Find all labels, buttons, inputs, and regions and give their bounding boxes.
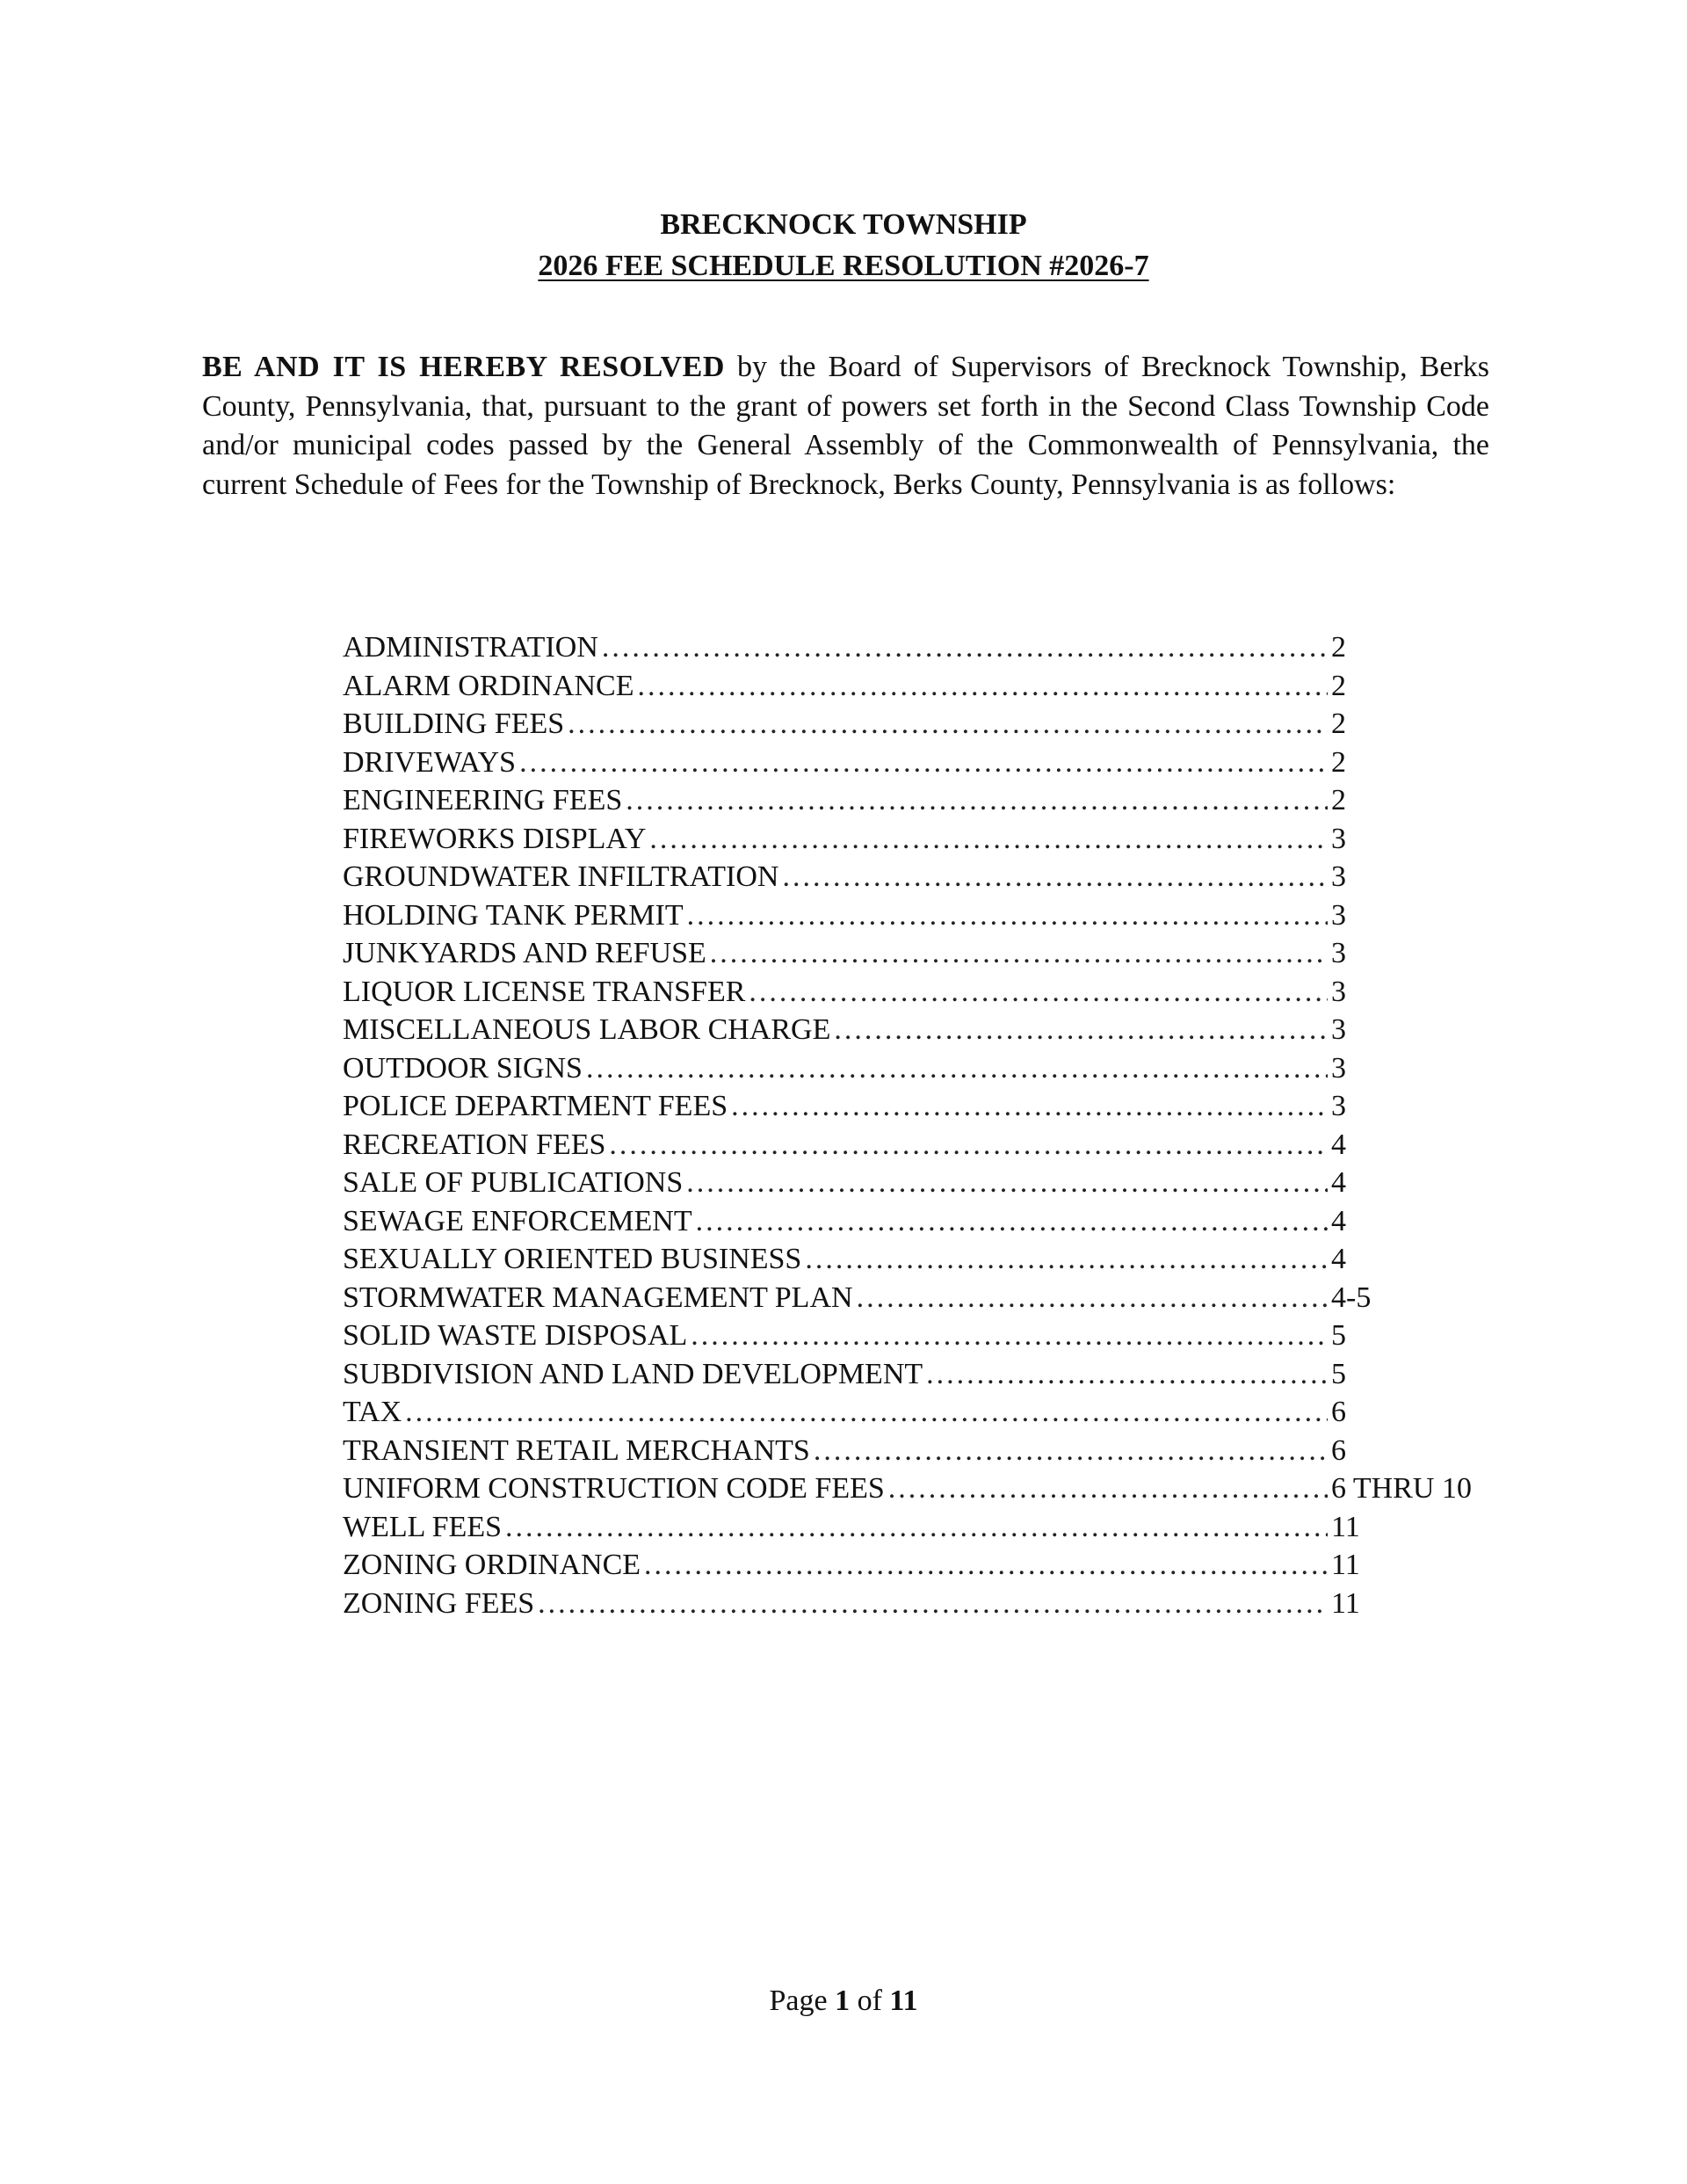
toc-entry [343,705,1502,744]
toc-entry [343,667,1502,706]
toc-entry-page: 6 THRU 10 [1331,1472,1472,1505]
toc-page-cell [1331,744,1502,782]
toc-entry-label: JUNKYARDS AND REFUSE [343,937,706,969]
toc-dot-leader [538,1585,1328,1623]
toc-entry-page: 5 [1331,1357,1346,1390]
resolution-lead: BE AND IT IS HEREBY RESOLVED [202,351,725,383]
toc-entry [343,1508,1502,1547]
toc-entry-page: 4-5 [1331,1281,1372,1314]
toc-dot-leader [609,1126,1328,1165]
toc-entry-label: ZONING ORDINANCE [343,1549,641,1581]
toc-entry-page: 4 [1331,1243,1346,1275]
toc-dot-leader [691,1317,1328,1355]
toc-page-cell [1331,1469,1502,1508]
title-block [0,204,1687,287]
toc-entry-label: FIREWORKS DISPLAY [343,822,647,855]
toc-entry-label: SUBDIVISION AND LAND DEVELOPMENT [343,1357,923,1390]
toc-entry-page: 4 [1331,1204,1346,1237]
toc-entry [343,1355,1502,1394]
page-total: 11 [889,1984,918,2017]
toc-dot-leader [586,1049,1328,1088]
toc-page-cell [1331,1126,1502,1165]
toc-page-cell [1331,1049,1502,1088]
toc-page-cell [1331,1164,1502,1202]
toc-entry-page: 3 [1331,898,1346,932]
toc-entry [343,896,1502,935]
toc-page-cell [1331,1202,1502,1241]
toc-page-cell [1331,781,1502,820]
toc-entry [343,781,1502,820]
toc-dot-leader [805,1240,1328,1279]
toc-entry-label: ENGINEERING FEES [343,784,623,816]
toc-entry-page: 3 [1331,1051,1346,1085]
toc-page-cell [1331,1087,1502,1126]
toc-dot-leader [926,1355,1328,1394]
page-of: of [850,1984,890,2017]
toc-entry-label: WELL FEES [343,1510,502,1543]
toc-entry [343,744,1502,782]
toc-entry-label: ADMINISTRATION [343,631,598,664]
toc-entry-label: ZONING FEES [343,1586,535,1620]
document-title: 2026 FEE SCHEDULE RESOLUTION #2026-7 [538,250,1149,282]
toc-page-cell [1331,1546,1502,1585]
toc-entry [343,1585,1502,1623]
toc-entry-label: POLICE DEPARTMENT FEES [343,1090,728,1122]
toc-page-cell [1331,1585,1502,1623]
page-footer [0,1984,1687,2018]
toc-page-cell [1331,896,1502,935]
toc-dot-leader [626,781,1328,820]
toc-entry-page: 3 [1331,1090,1346,1122]
toc-entry [343,820,1502,859]
toc-page-cell [1331,705,1502,744]
toc-entry-page: 2 [1331,631,1346,664]
toc-dot-leader [405,1393,1328,1432]
toc-page-cell [1331,934,1502,973]
toc-entry-page: 3 [1331,975,1346,1008]
toc-entry-page: 4 [1331,1128,1346,1161]
toc-entry [343,1393,1502,1432]
toc-dot-leader [505,1508,1328,1547]
toc-dot-leader [649,820,1328,859]
toc-entry-page: 11 [1331,1586,1360,1620]
organization-name: BRECKNOCK TOWNSHIP [660,208,1027,241]
toc-entry [343,934,1502,973]
toc-entry-page: 4 [1331,1166,1346,1199]
toc-entry-label: MISCELLANEOUS LABOR CHARGE [343,1013,831,1046]
toc-page-cell [1331,1432,1502,1470]
toc-page-cell [1331,973,1502,1012]
toc-entry-label: OUTDOOR SIGNS [343,1051,583,1085]
toc-entry-label: SEWAGE ENFORCEMENT [343,1204,692,1237]
resolution-body: by the Board of Supervisors of Brecknock Township, Berks County, Pennsylvania, that, pursuant to the grant of powers set forth in the Second Class Township Code and/or municipal codes passed by the General Assembly of the Commonwealth of Pennsylvania, the current Schedule of Fees for the Township of Brecknock, Berks County, Pennsylvania is as follows: [202,351,1489,501]
toc-entry [343,1469,1502,1508]
toc-entry [343,1164,1502,1202]
resolution-paragraph [202,348,1489,504]
toc-entry-label: ALARM ORDINANCE [343,669,634,702]
toc-entry-label: LIQUOR LICENSE TRANSFER [343,975,746,1008]
toc-entry-page: 11 [1331,1510,1360,1543]
toc-entry-label: UNIFORM CONSTRUCTION CODE FEES [343,1472,885,1505]
toc-entry-page: 3 [1331,822,1346,855]
toc-dot-leader [749,973,1328,1012]
page-prefix: Page [769,1984,836,2017]
toc-dot-leader [710,934,1328,973]
toc-entry [343,628,1502,667]
toc-entry-page: 2 [1331,784,1346,816]
toc-entry [343,1546,1502,1585]
toc-dot-leader [568,705,1328,744]
toc-entry-label: DRIVEWAYS [343,745,517,779]
toc-entry-page: 2 [1331,745,1346,779]
toc-entry-label: TAX [343,1396,402,1428]
toc-entry [343,1432,1502,1470]
toc-page-cell [1331,1508,1502,1547]
toc-entry-page: 5 [1331,1319,1346,1352]
toc-page-cell [1331,1240,1502,1279]
toc-page-cell [1331,667,1502,706]
toc-dot-leader [519,744,1328,782]
toc-entry [343,1011,1502,1049]
toc-entry-label: SEXUALLY ORIENTED BUSINESS [343,1243,802,1275]
toc-dot-leader [602,628,1328,667]
toc-page-cell [1331,1011,1502,1049]
page-current: 1 [835,1984,851,2017]
toc-dot-leader [814,1432,1328,1470]
toc-entry [343,1279,1502,1317]
toc-entry-page: 2 [1331,707,1346,740]
toc-entry-page: 11 [1331,1549,1360,1581]
toc-page-cell [1331,1317,1502,1355]
toc-entry [343,1126,1502,1165]
toc-entry-label: HOLDING TANK PERMIT [343,898,684,932]
toc-page-cell [1331,628,1502,667]
toc-entry-label: SOLID WASTE DISPOSAL [343,1319,688,1352]
table-of-contents [343,628,1502,1622]
toc-dot-leader [687,896,1328,935]
toc-dot-leader [731,1087,1328,1126]
toc-page-cell [1331,1279,1502,1317]
toc-entry [343,1317,1502,1355]
toc-dot-leader [644,1546,1328,1585]
toc-page-cell [1331,1393,1502,1432]
toc-entry [343,973,1502,1012]
toc-entry-page: 3 [1331,937,1346,969]
toc-page-cell [1331,858,1502,896]
toc-dot-leader [638,667,1329,706]
toc-entry [343,1240,1502,1279]
toc-entry-page: 6 [1331,1396,1346,1428]
toc-dot-leader [686,1164,1328,1202]
toc-dot-leader [696,1202,1328,1241]
toc-entry-page: 6 [1331,1433,1346,1467]
toc-entry-page: 3 [1331,860,1346,893]
toc-entry-page: 2 [1331,669,1346,702]
toc-entry-label: SALE OF PUBLICATIONS [343,1166,684,1199]
toc-entry-label: RECREATION FEES [343,1128,606,1161]
toc-dot-leader [857,1279,1328,1317]
toc-entry-label: STORMWATER MANAGEMENT PLAN [343,1281,853,1314]
toc-dot-leader [782,858,1328,896]
toc-entry [343,1202,1502,1241]
toc-entry [343,858,1502,896]
toc-entry-label: BUILDING FEES [343,707,565,740]
toc-entry [343,1087,1502,1126]
toc-entry-label: GROUNDWATER INFILTRATION [343,860,779,893]
toc-entry-label: TRANSIENT RETAIL MERCHANTS [343,1433,810,1467]
toc-entry [343,1049,1502,1088]
toc-dot-leader [888,1469,1328,1508]
toc-page-cell [1331,820,1502,859]
toc-page-cell [1331,1355,1502,1394]
toc-dot-leader [834,1011,1328,1049]
toc-entry-page: 3 [1331,1013,1346,1046]
